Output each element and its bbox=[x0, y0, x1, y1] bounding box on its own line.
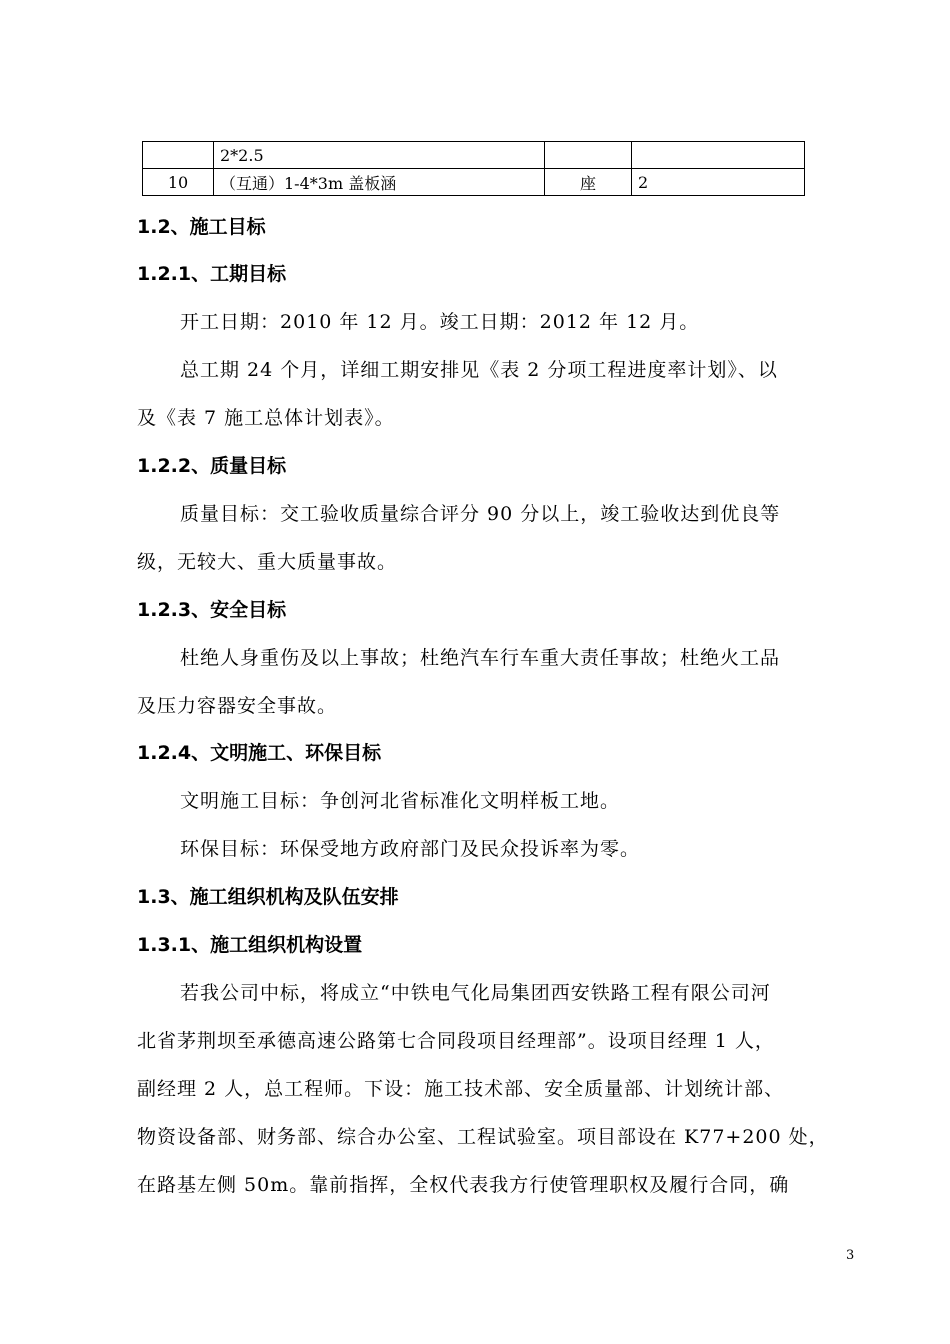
section-heading-1-2-1: 1.2.1、工期目标 bbox=[137, 263, 287, 285]
section-heading-1-2: 1.2、施工目标 bbox=[137, 216, 266, 238]
section-heading-1-3: 1.3、施工组织机构及队伍安排 bbox=[137, 886, 399, 908]
safety-goal-line-1: 杜绝人身重伤及以上事故；杜绝汽车行车重大责任事故；杜绝火工品 bbox=[180, 647, 781, 669]
row-number-cell: 10 bbox=[143, 169, 214, 196]
table-row bbox=[143, 142, 805, 169]
organization-text-line-5: 在路基左侧 50m。靠前指挥，全权代表我方行使管理职权及履行合同，确 bbox=[137, 1174, 790, 1196]
item-name-cell: 2*2.5 bbox=[214, 142, 545, 169]
schedule-dates-text: 开工日期：2010 年 12 月。竣工日期：2012 年 12 月。 bbox=[180, 311, 700, 333]
civilized-construction-goal: 文明施工目标：争创河北省标准化文明样板工地。 bbox=[180, 790, 621, 812]
quantity-cell bbox=[632, 142, 805, 169]
schedule-duration-line-2: 及《表 7 施工总体计划表》。 bbox=[137, 407, 395, 429]
unit-cell bbox=[545, 142, 632, 169]
safety-goal-line-2: 及压力容器安全事故。 bbox=[137, 695, 338, 717]
section-heading-1-2-3: 1.2.3、安全目标 bbox=[137, 599, 287, 621]
quantity-table bbox=[142, 141, 805, 196]
item-name-cell: （互通）1-4*3m 盖板涵 bbox=[214, 169, 545, 196]
section-heading-1-2-4: 1.2.4、文明施工、环保目标 bbox=[137, 742, 382, 764]
section-heading-1-2-2: 1.2.2、质量目标 bbox=[137, 455, 287, 477]
quality-goal-line-2: 级，无较大、重大质量事故。 bbox=[137, 551, 398, 573]
organization-text-line-2: 北省茅荆坝至承德高速公路第七合同段项目经理部”。设项目经理 1 人， bbox=[137, 1030, 775, 1052]
environmental-goal: 环保目标：环保受地方政府部门及民众投诉率为零。 bbox=[180, 838, 641, 860]
organization-text-line-3: 副经理 2 人，总工程师。下设：施工技术部、安全质量部、计划统计部、 bbox=[137, 1078, 785, 1100]
row-number-cell bbox=[143, 142, 214, 169]
section-heading-1-3-1: 1.3.1、施工组织机构设置 bbox=[137, 934, 363, 956]
quantity-cell: 2 bbox=[632, 169, 805, 196]
unit-cell: 座 bbox=[545, 169, 632, 196]
organization-text-line-1: 若我公司中标，将成立“中铁电气化局集团西安铁路工程有限公司河 bbox=[180, 982, 771, 1004]
schedule-duration-line-1: 总工期 24 个月，详细工期安排见《表 2 分项工程进度率计划》、以 bbox=[180, 359, 778, 381]
table-row bbox=[143, 169, 805, 196]
quality-goal-line-1: 质量目标：交工验收质量综合评分 90 分以上，竣工验收达到优良等 bbox=[180, 503, 781, 525]
page-number: 3 bbox=[846, 1248, 855, 1263]
organization-text-line-4: 物资设备部、财务部、综合办公室、工程试验室。项目部设在 K77+200 处， bbox=[137, 1126, 829, 1148]
